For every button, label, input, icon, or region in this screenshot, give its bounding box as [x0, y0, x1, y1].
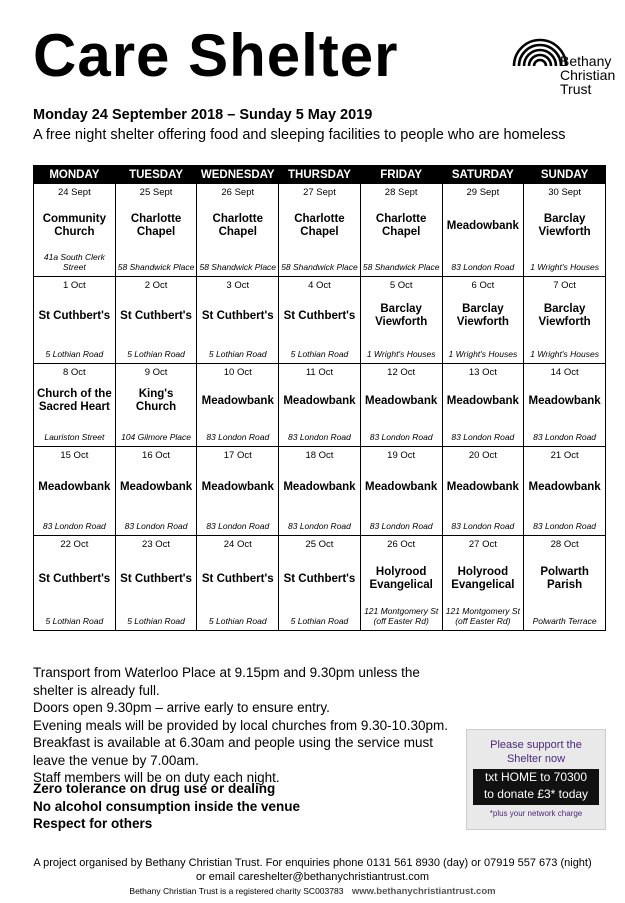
cell-content: [443, 184, 524, 276]
schedule-cell: [360, 277, 442, 364]
day-header: SATURDAY: [442, 166, 524, 184]
cell-venue: St Cuthbert's: [283, 309, 356, 322]
info-line: Doors open 9.30pm – arrive early to ensure entry.: [33, 700, 330, 715]
day-header: TUESDAY: [115, 166, 197, 184]
schedule-cell: [197, 184, 279, 277]
schedule-cell: [34, 184, 116, 277]
schedule-cell: [524, 364, 606, 447]
cell-content: [34, 277, 115, 363]
cell-venue: Barclay Viewforth: [375, 303, 428, 328]
cell-date: 25 Oct: [305, 539, 334, 550]
cell-venue: Charlotte Chapel: [130, 213, 182, 238]
schedule-cell: [360, 184, 442, 277]
cell-venue: Holyrood Evangelical: [369, 566, 433, 591]
day-header: WEDNESDAY: [197, 166, 279, 184]
cell-address: 83 London Road: [42, 521, 106, 531]
logo-line-2: Christian: [560, 67, 616, 83]
cell-date: 23 Oct: [142, 539, 171, 550]
cell-venue: Meadowbank: [283, 480, 356, 493]
schedule-week-row: [34, 184, 606, 277]
cell-address: 83 London Road: [206, 432, 270, 442]
cell-date: 1 Oct: [63, 280, 86, 291]
cell-address: 83 London Road: [451, 432, 515, 442]
schedule-cell: [279, 536, 361, 631]
cell-address: 5 Lothian Road: [208, 616, 267, 626]
schedule-cell: [115, 364, 197, 447]
schedule-cell: [115, 184, 197, 277]
cell-venue: St Cuthbert's: [201, 572, 274, 585]
cell-venue: Community Church: [42, 213, 106, 238]
cell-content: [361, 536, 442, 630]
cell-date: 11 Oct: [305, 367, 334, 378]
info-line: Staff members will be on duty each night.: [33, 770, 280, 785]
bethany-logo: [510, 26, 616, 106]
logo-line-3: Trust: [560, 81, 592, 97]
cell-address: 83 London Road: [533, 521, 597, 531]
cell-venue: Charlotte Chapel: [375, 213, 427, 238]
cell-date: 30 Sept: [548, 187, 581, 198]
rules-section: [33, 780, 300, 833]
schedule-cell: [115, 447, 197, 536]
charity-number: Bethany Christian Trust is a registered charity SC003783: [129, 886, 344, 896]
cell-date: 28 Oct: [550, 539, 579, 550]
cell-address: 58 Shandwick Place: [281, 262, 358, 272]
cell-date: 7 Oct: [553, 280, 576, 291]
cell-address: 121 Montgomery St (off Easter Rd): [445, 606, 520, 626]
cell-date: 16 Oct: [142, 450, 171, 461]
cell-date: 27 Oct: [468, 539, 497, 550]
cell-content: [116, 364, 197, 446]
cell-venue: Meadowbank: [119, 480, 193, 493]
cell-venue: St Cuthbert's: [120, 309, 192, 322]
cell-date: 15 Oct: [60, 450, 89, 461]
cell-venue: St Cuthbert's: [38, 309, 111, 322]
cell-address: 83 London Road: [451, 521, 515, 531]
cell-venue: Barclay Viewforth: [538, 303, 591, 328]
schedule-cell: [524, 277, 606, 364]
donate-text-box: [473, 769, 599, 805]
cell-venue: Meadowbank: [528, 480, 601, 493]
info-line: Breakfast is available at 6.30am and people using the service must leave the venue by 7.00am.: [33, 735, 433, 768]
schedule-cell: [442, 447, 524, 536]
day-header: FRIDAY: [360, 166, 442, 184]
schedule-cell: [279, 277, 361, 364]
cell-venue: Meadowbank: [283, 394, 356, 407]
cell-venue: Polwarth Parish: [540, 566, 589, 591]
cell-address: 58 Shandwick Place: [199, 262, 277, 272]
cell-address: 83 London Road: [369, 521, 433, 531]
cell-address: 5 Lothian Road: [127, 349, 185, 359]
cell-content: [524, 536, 605, 630]
cell-date: 27 Sept: [303, 187, 336, 198]
date-range: Monday 24 September 2018 – Sunday 5 May 2019: [33, 107, 373, 123]
schedule-cell: [360, 364, 442, 447]
cell-content: [116, 536, 197, 630]
cell-content: [361, 364, 442, 446]
cell-address: Polwarth Terrace: [532, 616, 597, 626]
cell-date: 14 Oct: [550, 367, 579, 378]
schedule-cell: [524, 184, 606, 277]
cell-date: 20 Oct: [468, 450, 497, 461]
cell-content: [279, 184, 360, 276]
cell-date: 24 Oct: [223, 539, 252, 550]
cell-venue: Meadowbank: [446, 480, 519, 493]
footer-charity: [0, 886, 625, 897]
page-title: Care Shelter: [33, 22, 399, 89]
cell-date: 3 Oct: [226, 280, 250, 291]
schedule-header-row: [34, 166, 606, 184]
logo-line-1: Bethany: [560, 53, 612, 69]
cell-date: 6 Oct: [471, 280, 495, 291]
cell-venue: St Cuthbert's: [283, 572, 356, 585]
info-line: Transport from Waterloo Place at 9.15pm and 9.30pm unless the shelter is already full.: [33, 665, 420, 698]
cell-address: 1 Wright's Houses: [530, 349, 599, 359]
cell-date: 2 Oct: [144, 280, 168, 291]
info-section: [33, 664, 453, 787]
cell-address: 41a South Clerk Street: [43, 252, 105, 272]
cell-date: 19 Oct: [387, 450, 416, 461]
cell-content: [361, 277, 442, 363]
cell-address: 58 Shandwick Place: [117, 262, 195, 272]
cell-address: 1 Wright's Houses: [366, 349, 436, 359]
schedule-cell: [279, 364, 361, 447]
footer-contact: [0, 856, 625, 884]
schedule-cell: [115, 536, 197, 631]
schedule-cell: [442, 536, 524, 631]
cell-venue: Meadowbank: [201, 394, 274, 407]
cell-venue: King's Church: [135, 388, 177, 413]
cell-content: [524, 364, 605, 446]
schedule-cell: [34, 364, 116, 447]
cell-content: [443, 447, 524, 535]
schedule-cell: [34, 536, 116, 631]
cell-content: [116, 277, 197, 363]
schedule-cell: [524, 536, 606, 631]
cell-address: 83 London Road: [288, 521, 351, 531]
donate-text-line-1: txt HOME to 70300: [484, 770, 588, 784]
cell-address: 121 Montgomery St (off Easter Rd): [364, 606, 439, 626]
footer-line-1: A project organised by Bethany Christian Trust. For enquiries phone 0131 561 8930 (day) or 07919 557 673 (night): [33, 857, 592, 869]
schedule-cell: [442, 277, 524, 364]
cell-content: [34, 184, 115, 276]
cell-content: [34, 536, 115, 630]
donate-text-line-2: to donate £3* today: [483, 787, 589, 801]
cell-content: [524, 184, 605, 276]
cell-venue: Barclay Viewforth: [456, 303, 509, 328]
cell-content: [361, 184, 442, 276]
cell-date: 12 Oct: [387, 367, 416, 378]
cell-date: 24 Sept: [57, 187, 91, 198]
schedule-cell: [197, 364, 279, 447]
cell-venue: Meadowbank: [528, 394, 601, 407]
cell-venue: St Cuthbert's: [38, 572, 111, 585]
cell-date: 8 Oct: [63, 367, 86, 378]
cell-venue: Charlotte Chapel: [212, 213, 263, 238]
cell-venue: Meadowbank: [365, 480, 438, 493]
cell-address: 5 Lothian Road: [290, 349, 349, 359]
schedule-cell: [442, 364, 524, 447]
info-line: Evening meals will be provided by local churches from 9.30-10.30pm.: [33, 717, 448, 733]
donate-box: [466, 729, 606, 830]
cell-address: 1 Wright's Houses: [448, 349, 518, 359]
cell-date: 10 Oct: [223, 367, 252, 378]
cell-content: [279, 277, 360, 363]
schedule-cell: [34, 277, 116, 364]
cell-address: 5 Lothian Road: [290, 616, 349, 626]
cell-content: [34, 447, 115, 535]
cell-date: 26 Sept: [221, 187, 255, 198]
cell-address: 83 London Road: [369, 432, 433, 442]
cell-content: [197, 184, 278, 276]
cell-address: Lauriston Street: [44, 432, 105, 442]
schedule-cell: [360, 447, 442, 536]
cell-venue: St Cuthbert's: [120, 572, 192, 585]
cell-address: 83 London Road: [451, 262, 515, 272]
cell-date: 9 Oct: [144, 367, 168, 378]
day-header: MONDAY: [34, 166, 116, 184]
rule-line: Respect for others: [33, 816, 153, 831]
footer-line-2: or email careshelter@bethanychristiantrust.com: [195, 871, 430, 883]
cell-address: 104 Gilmore Place: [121, 432, 192, 442]
cell-date: 5 Oct: [389, 280, 413, 291]
cell-date: 25 Sept: [139, 187, 173, 198]
cell-venue: Meadowbank: [446, 394, 519, 407]
schedule-cell: [279, 447, 361, 536]
cell-address: 83 London Road: [533, 432, 597, 442]
schedule-cell: [524, 447, 606, 536]
donate-heading: Please support the Shelter now: [490, 739, 582, 765]
cell-date: 17 Oct: [223, 450, 252, 461]
cell-date: 28 Sept: [384, 187, 418, 198]
website-link[interactable]: www.bethanychristiantrust.com: [351, 886, 496, 897]
cell-content: [197, 536, 278, 630]
cell-venue: Church of the Sacred Heart: [36, 388, 112, 413]
cell-content: [279, 536, 360, 630]
subtitle: A free night shelter offering food and sleeping facilities to people who are homeless: [33, 127, 566, 143]
cell-venue: Charlotte Chapel: [294, 213, 345, 238]
cell-address: 83 London Road: [124, 521, 188, 531]
cell-address: 1 Wright's Houses: [530, 262, 599, 272]
cell-venue: St Cuthbert's: [201, 309, 274, 322]
cell-content: [197, 447, 278, 535]
cell-content: [443, 536, 524, 630]
day-header: THURSDAY: [279, 166, 361, 184]
cell-date: 21 Oct: [550, 450, 579, 461]
schedule-week-row: [34, 447, 606, 536]
schedule-cell: [197, 447, 279, 536]
cell-address: 83 London Road: [206, 521, 270, 531]
cell-venue: Meadowbank: [38, 480, 111, 493]
schedule-week-row: [34, 277, 606, 364]
cell-content: [279, 447, 360, 535]
schedule-week-row: [34, 364, 606, 447]
day-header: SUNDAY: [524, 166, 606, 184]
cell-address: 58 Shandwick Place: [362, 262, 440, 272]
cell-venue: Meadowbank: [446, 219, 519, 232]
schedule-cell: [115, 277, 197, 364]
cell-content: [197, 277, 278, 363]
cell-address: 83 London Road: [288, 432, 351, 442]
cell-address: 5 Lothian Road: [208, 349, 267, 359]
schedule-cell: [442, 184, 524, 277]
cell-content: [34, 364, 115, 446]
cell-content: [524, 447, 605, 535]
schedule-cell: [197, 536, 279, 631]
cell-content: [524, 277, 605, 363]
cell-date: 22 Oct: [60, 539, 89, 550]
cell-date: 13 Oct: [468, 367, 497, 378]
donate-note: *plus your network charge: [489, 809, 583, 818]
cell-date: 18 Oct: [305, 450, 334, 461]
cell-content: [116, 184, 197, 276]
rule-line: Zero tolerance on drug use or dealing: [33, 781, 276, 796]
schedule-week-row: [34, 536, 606, 631]
cell-content: [443, 277, 524, 363]
cell-date: 29 Sept: [466, 187, 500, 198]
schedule-table: [33, 165, 606, 631]
cell-content: [116, 447, 197, 535]
cell-address: 5 Lothian Road: [127, 616, 185, 626]
cell-address: 5 Lothian Road: [45, 349, 104, 359]
cell-address: 5 Lothian Road: [45, 616, 104, 626]
cell-venue: Barclay Viewforth: [538, 213, 591, 238]
cell-date: 26 Oct: [387, 539, 416, 550]
cell-content: [361, 447, 442, 535]
schedule-cell: [34, 447, 116, 536]
cell-date: 4 Oct: [308, 280, 331, 291]
cell-venue: Meadowbank: [365, 394, 438, 407]
cell-content: [197, 364, 278, 446]
schedule-cell: [360, 536, 442, 631]
rule-line: No alcohol consumption inside the venue: [33, 798, 301, 814]
schedule-cell: [279, 184, 361, 277]
cell-venue: Meadowbank: [201, 480, 274, 493]
cell-venue: Holyrood Evangelical: [451, 566, 515, 591]
schedule-cell: [197, 277, 279, 364]
cell-content: [279, 364, 360, 446]
cell-content: [443, 364, 524, 446]
